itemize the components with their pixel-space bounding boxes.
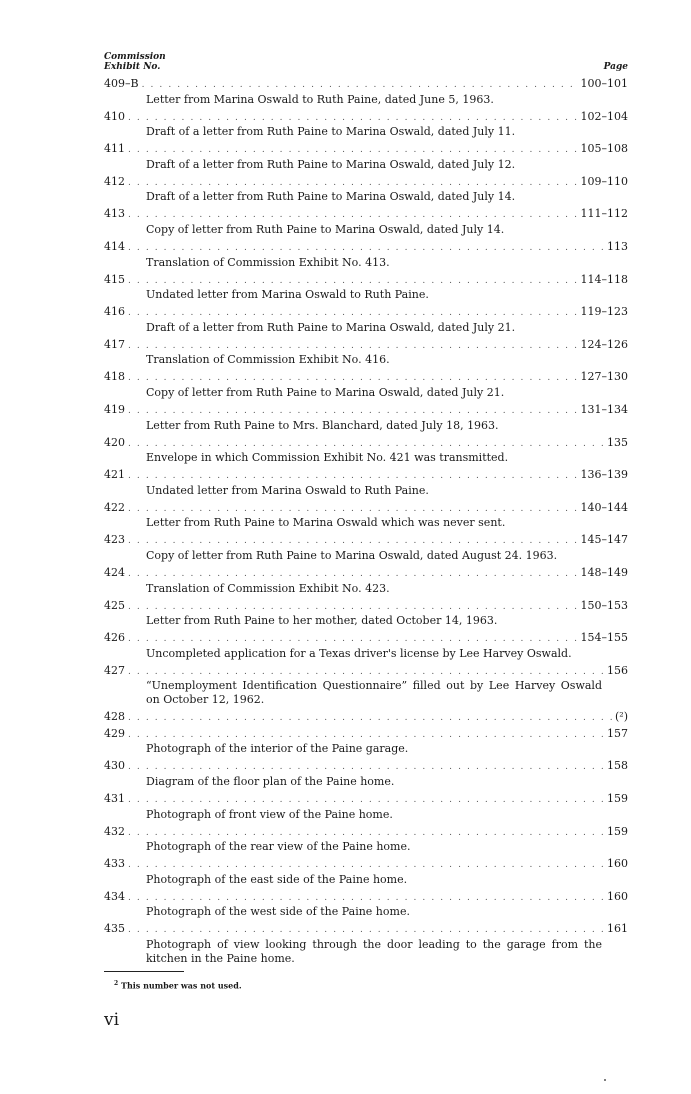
exhibit-description: Photograph of the east side of the Paine home. xyxy=(146,872,408,886)
entry-row xyxy=(104,856,628,873)
dot-leader xyxy=(128,273,578,290)
exhibit-number: 412 xyxy=(104,174,125,188)
entry-row xyxy=(104,369,628,386)
exhibit-entry xyxy=(104,337,628,370)
exhibit-entry xyxy=(104,532,628,565)
page-number: 119–123 xyxy=(580,305,628,319)
exhibit-description: “Unemployment Identification Questionnaire” filled out by Lee Harvey Oswald on October 12, 1962. xyxy=(146,679,602,707)
page-number: 161 xyxy=(607,922,628,936)
exhibit-number: 413 xyxy=(104,207,125,221)
dot-leader xyxy=(128,631,578,648)
column-header xyxy=(104,52,628,76)
entry-row xyxy=(104,709,628,726)
header-exhibit-no: Exhibit No. xyxy=(104,62,161,72)
exhibit-number: 432 xyxy=(104,824,125,838)
exhibit-number: 409–B xyxy=(104,77,139,90)
exhibit-description: Draft of a letter from Ruth Paine to Marina Oswald, dated July 14. xyxy=(146,190,516,204)
page-number: 105–108 xyxy=(580,142,628,156)
entry-list xyxy=(104,76,628,968)
header-commission: Commission xyxy=(104,52,166,62)
page-number: 140–144 xyxy=(580,500,628,514)
dot-leader xyxy=(128,175,578,192)
exhibit-number: 428 xyxy=(104,710,125,724)
exhibit-entry xyxy=(104,304,628,337)
exhibit-entry xyxy=(104,663,628,710)
exhibit-number: 418 xyxy=(104,370,125,384)
exhibit-description: Draft of a letter from Ruth Paine to Marina Oswald, dated July 11. xyxy=(146,125,516,139)
page-number: 127–130 xyxy=(580,370,628,384)
entry-row xyxy=(104,500,628,517)
exhibit-number: 435 xyxy=(104,922,125,936)
dot-leader xyxy=(128,759,604,776)
exhibit-number: 423 xyxy=(104,533,125,547)
entry-row xyxy=(104,272,628,289)
exhibit-description: Undated letter from Marina Oswald to Ruth Paine. xyxy=(146,483,429,497)
dot-leader xyxy=(128,468,578,485)
dot-leader xyxy=(128,501,578,518)
exhibit-entry xyxy=(104,500,628,533)
page-folio: vi xyxy=(104,1010,120,1030)
exhibit-number: 410 xyxy=(104,109,125,123)
exhibit-number: 434 xyxy=(104,889,125,903)
exhibit-entry xyxy=(104,824,628,857)
exhibit-entry xyxy=(104,239,628,272)
dot-leader xyxy=(128,240,604,257)
exhibit-entry xyxy=(104,76,628,109)
exhibit-entry xyxy=(104,206,628,239)
exhibit-description: Photograph of the rear view of the Paine home. xyxy=(146,840,411,854)
page-number: 145–147 xyxy=(580,533,628,547)
exhibit-entry xyxy=(104,856,628,889)
exhibit-entry xyxy=(104,630,628,663)
exhibit-description: Draft of a letter from Ruth Paine to Marina Oswald, dated July 12. xyxy=(146,157,516,171)
exhibit-number: 424 xyxy=(104,565,125,579)
exhibit-number: 417 xyxy=(104,337,125,351)
exhibit-number: 431 xyxy=(104,792,125,806)
exhibit-number: 419 xyxy=(104,402,125,416)
page-number: 102–104 xyxy=(580,109,628,123)
page-number: 156 xyxy=(607,663,628,677)
dot-leader xyxy=(128,792,604,809)
dot-leader xyxy=(128,566,578,583)
exhibit-entry xyxy=(104,272,628,305)
entry-row xyxy=(104,824,628,841)
entry-row xyxy=(104,630,628,647)
entry-row xyxy=(104,304,628,321)
entry-row xyxy=(104,921,628,938)
dot-leader xyxy=(128,727,604,744)
exhibit-number: 433 xyxy=(104,857,125,871)
page-number: 124–126 xyxy=(580,337,628,351)
exhibit-entry xyxy=(104,726,628,759)
exhibit-number: 411 xyxy=(104,142,125,156)
exhibit-description: Uncompleted application for a Texas driver's license by Lee Harvey Oswald. xyxy=(146,646,572,660)
exhibit-description: Draft of a letter from Ruth Paine to Marina Oswald, dated July 21. xyxy=(146,320,516,334)
page-number: 136–139 xyxy=(580,468,628,482)
entry-row xyxy=(104,758,628,775)
page-number: 114–118 xyxy=(580,272,628,286)
page-number: 160 xyxy=(607,857,628,871)
dot-leader xyxy=(128,664,604,681)
exhibit-description: Translation of Commission Exhibit No. 413. xyxy=(146,255,390,269)
exhibit-entry xyxy=(104,174,628,207)
exhibit-number: 415 xyxy=(104,272,125,286)
page-number: 109–110 xyxy=(580,174,628,188)
dot-leader xyxy=(128,305,578,322)
dot-leader xyxy=(128,370,578,387)
exhibit-number: 421 xyxy=(104,468,125,482)
entry-row xyxy=(104,467,628,484)
entry-row xyxy=(104,663,628,680)
exhibit-number: 420 xyxy=(104,435,125,449)
dot-leader xyxy=(128,142,578,159)
page-number: 131–134 xyxy=(580,402,628,416)
dot-leader xyxy=(128,890,604,907)
entry-row xyxy=(104,598,628,615)
exhibit-entry xyxy=(104,921,628,968)
exhibit-description: Letter from Ruth Paine to Marina Oswald which was never sent. xyxy=(146,516,506,530)
entry-row xyxy=(104,889,628,906)
entry-row xyxy=(104,726,628,743)
entry-row xyxy=(104,532,628,549)
exhibit-number: 429 xyxy=(104,726,125,740)
exhibit-number: 426 xyxy=(104,631,125,645)
exhibit-number: 422 xyxy=(104,500,125,514)
entry-row xyxy=(104,206,628,223)
entry-row xyxy=(104,435,628,452)
page-number: 150–153 xyxy=(580,598,628,612)
exhibit-number: 416 xyxy=(104,305,125,319)
page-number: 159 xyxy=(607,792,628,806)
page-number: 100–101 xyxy=(580,77,628,90)
page-number: 160 xyxy=(607,889,628,903)
entry-row xyxy=(104,565,628,582)
entry-row xyxy=(104,402,628,419)
dot-leader xyxy=(128,710,612,727)
exhibit-entry xyxy=(104,369,628,402)
dot-leader xyxy=(128,599,578,616)
exhibit-description: Letter from Marina Oswald to Ruth Paine, dated June 5, 1963. xyxy=(146,92,494,106)
dot-leader xyxy=(128,338,578,355)
entry-row xyxy=(104,791,628,808)
exhibit-number: 414 xyxy=(104,239,125,253)
exhibit-description: Letter from Ruth Paine to her mother, dated October 14, 1963. xyxy=(146,614,498,628)
exhibit-entry xyxy=(104,598,628,631)
exhibit-entry xyxy=(104,758,628,791)
page-number: 111–112 xyxy=(580,207,628,221)
page-number: 148–149 xyxy=(580,565,628,579)
footnote xyxy=(114,980,242,991)
entry-row xyxy=(104,174,628,191)
exhibit-description: Envelope in which Commission Exhibit No. 421 was transmitted. xyxy=(146,451,509,465)
exhibit-description: Photograph of front view of the Paine home. xyxy=(146,807,393,821)
page-column-label: Page xyxy=(603,62,628,72)
dot-leader xyxy=(128,857,604,874)
exhibit-entry xyxy=(104,141,628,174)
page-number: (²) xyxy=(615,710,628,724)
entry-row xyxy=(104,239,628,256)
exhibit-description: Photograph of the west side of the Paine home. xyxy=(146,905,410,919)
footnote-text: This number was not used. xyxy=(120,980,242,991)
exhibit-entry xyxy=(104,435,628,468)
exhibit-entry xyxy=(104,467,628,500)
exhibit-entry xyxy=(104,709,628,726)
dot-leader xyxy=(128,436,604,453)
exhibit-description: Translation of Commission Exhibit No. 423. xyxy=(146,581,390,595)
footnote-rule xyxy=(104,971,184,972)
exhibit-entry xyxy=(104,889,628,922)
dot-leader xyxy=(128,825,604,842)
exhibit-number: 427 xyxy=(104,663,125,677)
exhibit-index xyxy=(104,52,628,968)
page-number: 159 xyxy=(607,824,628,838)
dot-leader xyxy=(128,207,578,224)
entry-row xyxy=(104,141,628,158)
scan-speck xyxy=(604,1079,606,1081)
exhibit-entry xyxy=(104,402,628,435)
exhibit-entry xyxy=(104,791,628,824)
page-number: 157 xyxy=(607,726,628,740)
dot-leader xyxy=(128,533,578,550)
exhibit-number: 425 xyxy=(104,598,125,612)
exhibit-description: Copy of letter from Ruth Paine to Marina Oswald, dated July 21. xyxy=(146,385,505,399)
exhibit-description: Copy of letter from Ruth Paine to Marina Oswald, dated July 14. xyxy=(146,222,505,236)
page-number: 113 xyxy=(607,239,628,253)
exhibit-column-label xyxy=(104,52,166,72)
exhibit-description: Undated letter from Marina Oswald to Ruth Paine. xyxy=(146,288,429,302)
dot-leader xyxy=(128,403,578,420)
entry-row xyxy=(104,109,628,126)
exhibit-description: Photograph of view looking through the door leading to the garage from the kitchen in the Paine home. xyxy=(146,938,602,966)
exhibit-description: Letter from Ruth Paine to Mrs. Blanchard, dated July 18, 1963. xyxy=(146,418,499,432)
page-number: 154–155 xyxy=(580,631,628,645)
footnote-marker: 2 xyxy=(114,980,119,987)
dot-leader xyxy=(128,922,604,939)
exhibit-description: Translation of Commission Exhibit No. 416. xyxy=(146,353,390,367)
exhibit-entry xyxy=(104,109,628,142)
exhibit-description: Diagram of the floor plan of the Paine home. xyxy=(146,775,395,789)
page-number: 135 xyxy=(607,435,628,449)
exhibit-description: Copy of letter from Ruth Paine to Marina Oswald, dated August 24. 1963. xyxy=(146,548,558,562)
entry-row xyxy=(104,337,628,354)
dot-leader xyxy=(142,77,578,94)
entry-row xyxy=(104,76,628,93)
dot-leader xyxy=(128,110,578,127)
exhibit-description: Photograph of the interior of the Paine garage. xyxy=(146,742,409,756)
page-number: 158 xyxy=(607,759,628,773)
exhibit-entry xyxy=(104,565,628,598)
exhibit-number: 430 xyxy=(104,759,125,773)
